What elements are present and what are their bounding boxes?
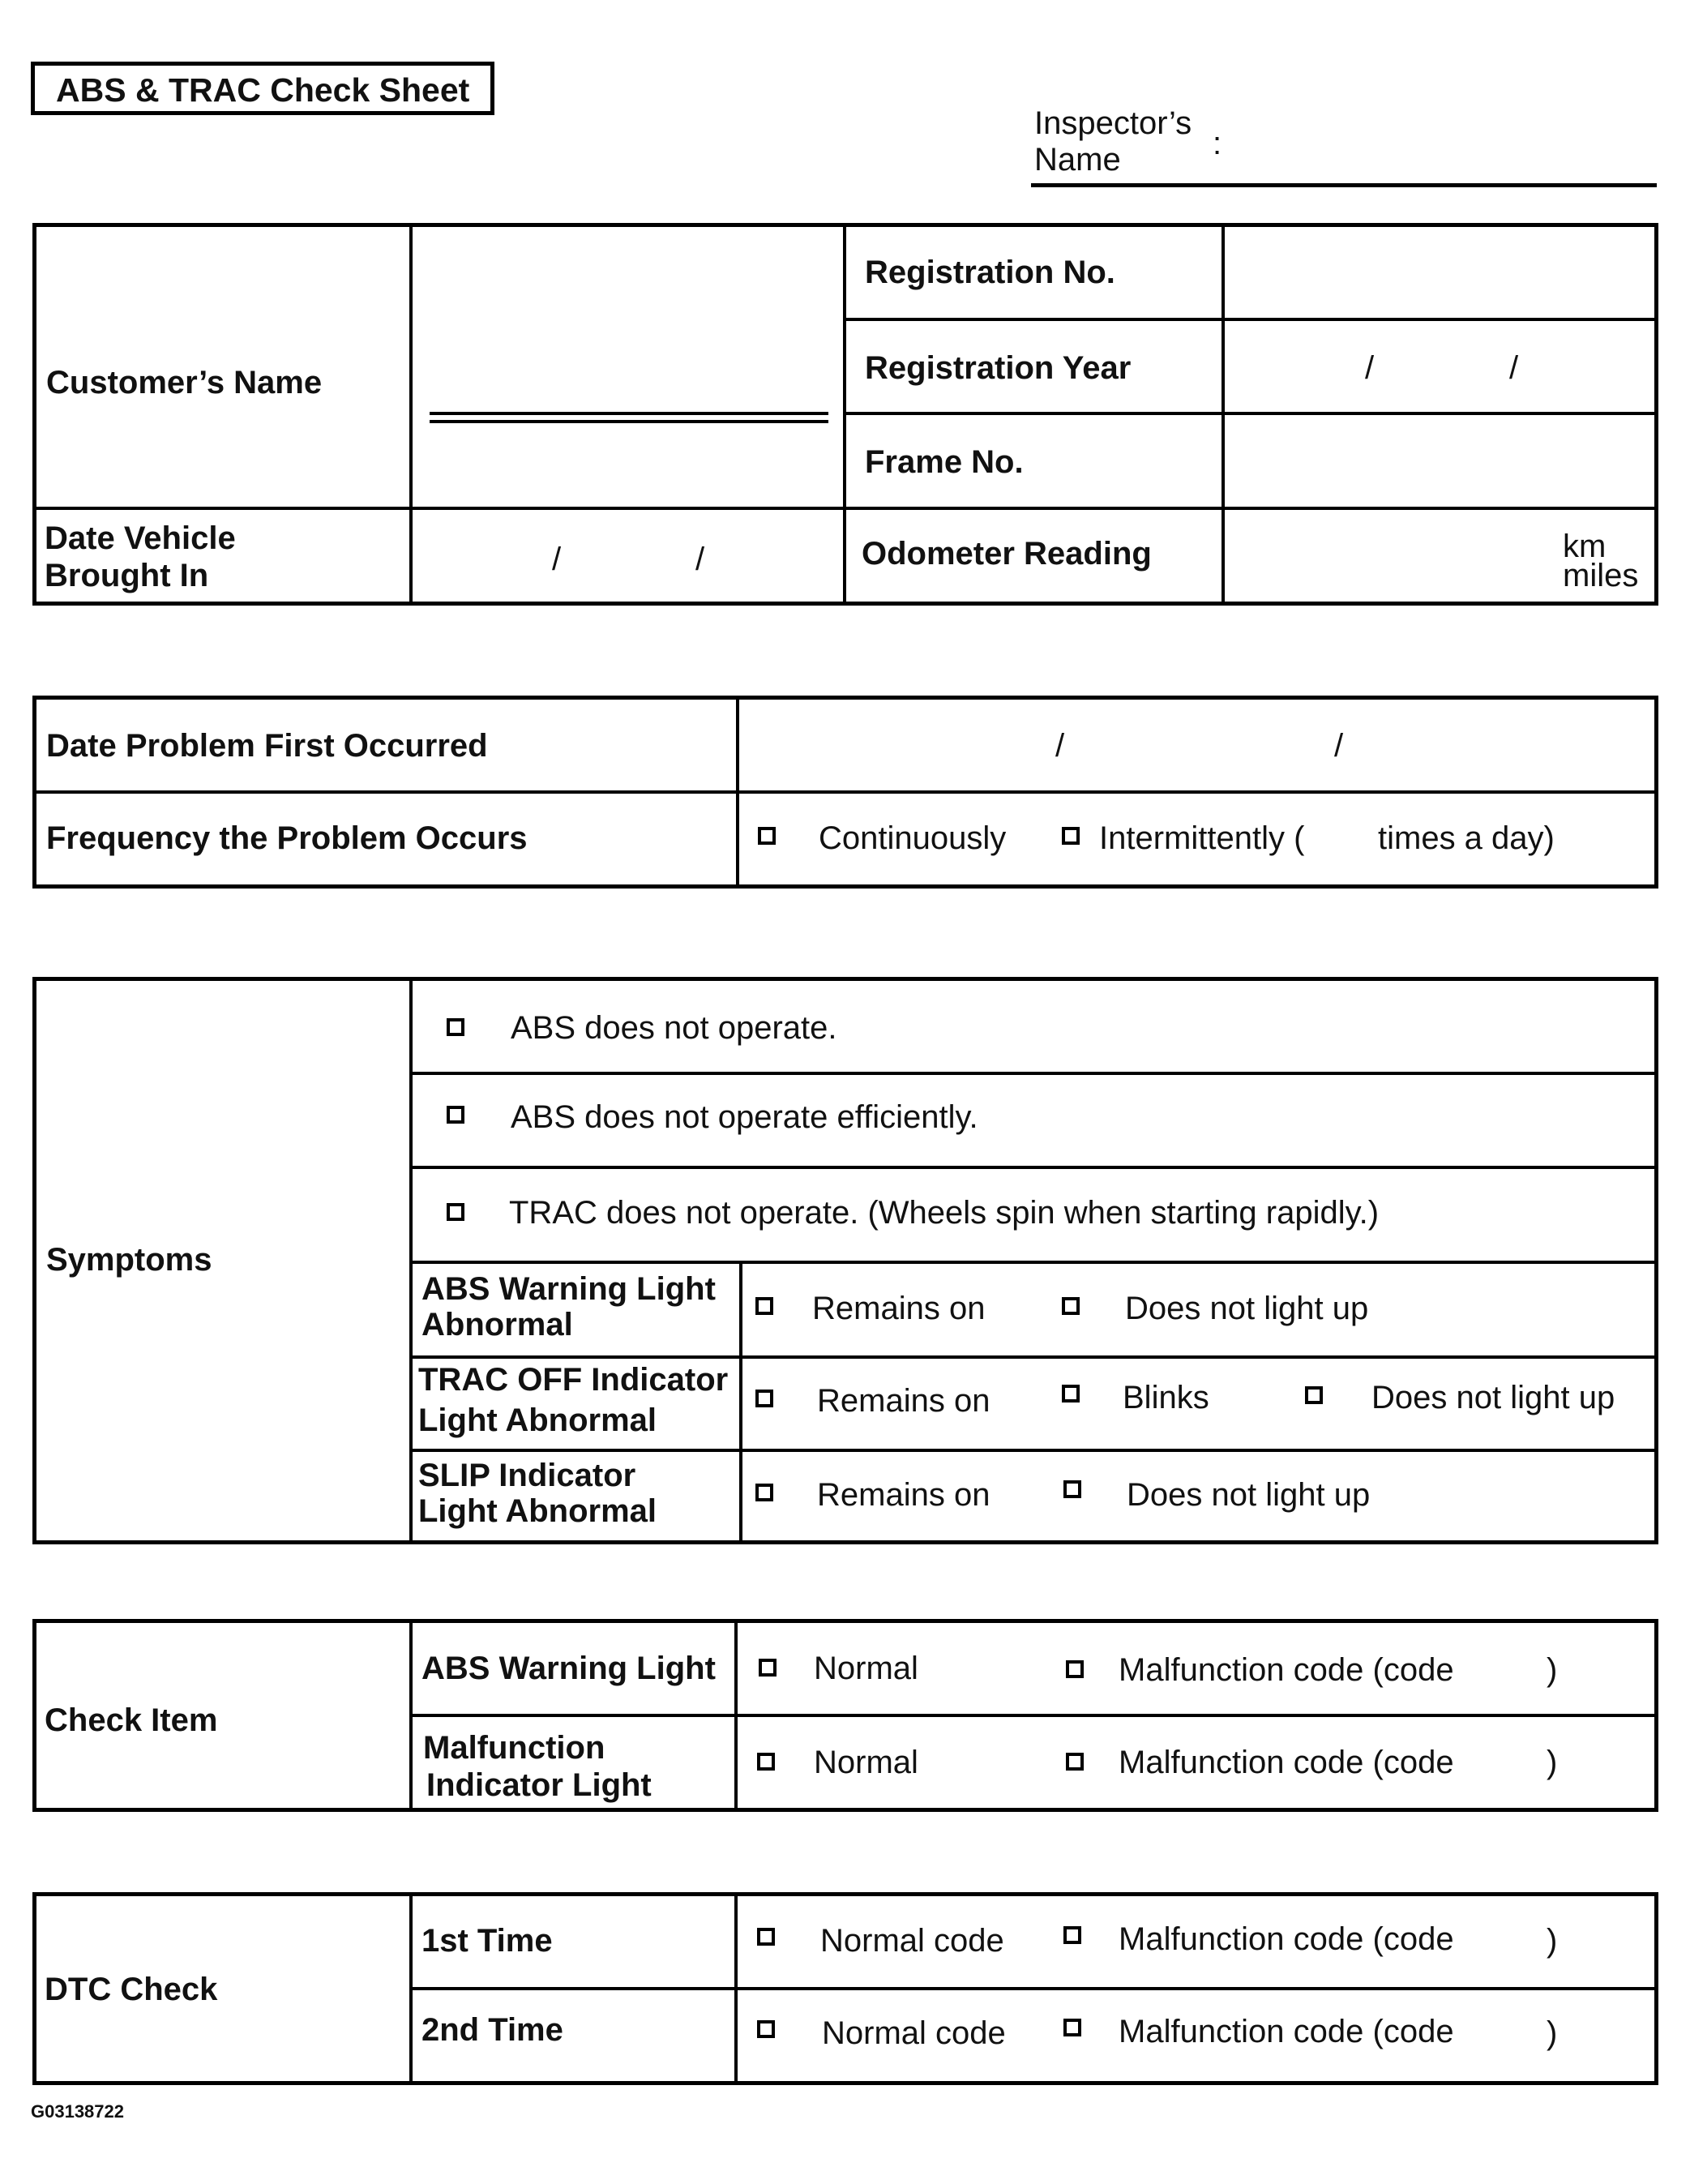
trac-off-remains-on-checkbox[interactable] (755, 1390, 773, 1407)
trac-not-operate-checkbox[interactable] (447, 1203, 464, 1221)
check-item-label: Check Item (45, 1702, 218, 1738)
times-a-day-label: times a day) (1378, 820, 1555, 856)
date-first-separator: / (1055, 728, 1065, 764)
trac-not-operate-label: TRAC does not operate. (Wheels spin when starting rapidly.) (509, 1195, 1380, 1231)
registration-no-field[interactable] (1228, 229, 1653, 315)
slip-remains-on-label: Remains on (817, 1477, 990, 1513)
dtc-first-time-label: 1st Time (421, 1923, 553, 1959)
dtc-first-close-paren: ) (1547, 1923, 1558, 1959)
abs-not-operate-checkbox[interactable] (447, 1018, 464, 1036)
trac-off-no-light-label: Does not light up (1371, 1380, 1615, 1415)
symptoms-label: Symptoms (46, 1242, 212, 1278)
dtc-first-malfunction-label: Malfunction code (code (1119, 1921, 1454, 1957)
date-brought-in-field[interactable] (416, 513, 839, 601)
dtc-check-label: DTC Check (45, 1972, 218, 2007)
check-mil-normal-checkbox[interactable] (757, 1753, 775, 1771)
intermittently-checkbox[interactable] (1062, 827, 1080, 845)
check-abs-malfunction-label: Malfunction code (code (1119, 1652, 1454, 1688)
inspector-colon: : (1213, 126, 1222, 161)
dtc-second-malfunction-label: Malfunction code (code (1119, 2014, 1454, 2049)
abs-not-efficient-checkbox[interactable] (447, 1106, 464, 1124)
divider (843, 318, 1658, 321)
inspector-label-line2: Name (1034, 142, 1121, 178)
continuously-checkbox[interactable] (758, 827, 776, 845)
dtc-second-malfunction-checkbox[interactable] (1063, 2019, 1081, 2036)
customer-name-label: Customer’s Name (46, 365, 323, 400)
slip-abnormal-line2: Light Abnormal (418, 1493, 657, 1529)
check-abs-normal-label: Normal (814, 1651, 918, 1686)
odometer-label: Odometer Reading (862, 536, 1152, 572)
registration-year-separator: / (1365, 350, 1375, 386)
divider (409, 1714, 1658, 1717)
abs-warning-no-light-label: Does not light up (1125, 1291, 1369, 1326)
odometer-unit-km: km (1563, 529, 1607, 564)
figure-id: G03138722 (31, 2101, 124, 2122)
frequency-label: Frequency the Problem Occurs (46, 820, 528, 856)
page-title: ABS & TRAC Check Sheet (56, 71, 470, 109)
customer-name-field-underline (430, 420, 828, 423)
abs-warning-no-light-checkbox[interactable] (1062, 1297, 1080, 1315)
dtc-first-malfunction-checkbox[interactable] (1063, 1926, 1081, 1944)
slip-remains-on-checkbox[interactable] (755, 1484, 773, 1501)
dtc-first-normal-label: Normal code (820, 1923, 1004, 1959)
odometer-unit-miles: miles (1563, 558, 1639, 593)
continuously-label: Continuously (819, 820, 1007, 856)
inspector-name-field[interactable] (1031, 183, 1657, 187)
dtc-first-normal-checkbox[interactable] (757, 1928, 775, 1946)
dtc-second-normal-checkbox[interactable] (757, 2020, 775, 2038)
registration-no-label: Registration No. (865, 255, 1115, 290)
check-abs-close-paren: ) (1547, 1652, 1558, 1688)
abs-not-efficient-label: ABS does not operate efficiently. (511, 1099, 978, 1135)
slip-no-light-label: Does not light up (1127, 1477, 1371, 1513)
check-abs-malfunction-checkbox[interactable] (1066, 1660, 1084, 1678)
intermittently-label: Intermittently ( (1099, 820, 1305, 856)
registration-year-separator: / (1509, 350, 1519, 386)
frame-no-label: Frame No. (865, 444, 1024, 480)
divider (32, 507, 1658, 510)
dtc-second-close-paren: ) (1547, 2015, 1558, 2051)
trac-off-abnormal-line1: TRAC OFF Indicator (418, 1362, 729, 1398)
date-first-separator: / (1334, 728, 1344, 764)
trac-off-abnormal-line2: Light Abnormal (418, 1402, 657, 1438)
divider (409, 1987, 1658, 1990)
check-abs-normal-checkbox[interactable] (759, 1659, 777, 1677)
divider (409, 1261, 1658, 1264)
abs-warning-abnormal-line2: Abnormal (421, 1307, 573, 1343)
divider (843, 412, 1658, 415)
trac-off-no-light-checkbox[interactable] (1305, 1386, 1323, 1404)
divider (409, 1166, 1658, 1169)
date-brought-in-label-line2: Brought In (45, 558, 209, 593)
check-mil-malfunction-label: Malfunction code (code (1119, 1745, 1454, 1780)
date-brought-in-label-line1: Date Vehicle (45, 520, 236, 556)
check-mil-close-paren: ) (1547, 1745, 1558, 1780)
registration-year-field[interactable] (1228, 324, 1653, 409)
trac-off-blinks-checkbox[interactable] (1062, 1385, 1080, 1402)
divider (409, 1449, 1658, 1452)
abs-warning-abnormal-line1: ABS Warning Light (421, 1271, 716, 1307)
check-mil-malfunction-checkbox[interactable] (1066, 1753, 1084, 1771)
check-mil-label-line1: Malfunction (423, 1730, 605, 1766)
trac-off-blinks-label: Blinks (1123, 1380, 1209, 1415)
odometer-field[interactable] (1228, 513, 1552, 601)
title-box (31, 62, 494, 115)
date-brought-separator: / (695, 542, 705, 577)
divider (409, 1355, 1658, 1359)
divider (739, 1261, 742, 1544)
slip-abnormal-line1: SLIP Indicator (418, 1458, 636, 1493)
frame-no-field[interactable] (1228, 418, 1653, 503)
dtc-second-time-label: 2nd Time (421, 2012, 563, 2048)
trac-off-remains-on-label: Remains on (817, 1383, 990, 1419)
divider (409, 1072, 1658, 1075)
date-first-occurred-label: Date Problem First Occurred (46, 728, 488, 764)
check-abs-warning-label: ABS Warning Light (421, 1651, 716, 1686)
check-mil-label-line2: Indicator Light (426, 1767, 652, 1803)
date-brought-separator: / (552, 542, 562, 577)
registration-year-label: Registration Year (865, 350, 1132, 386)
abs-warning-remains-on-checkbox[interactable] (755, 1297, 773, 1315)
slip-no-light-checkbox[interactable] (1063, 1480, 1081, 1498)
inspector-label-line1: Inspector’s (1034, 105, 1192, 141)
dtc-second-normal-label: Normal code (822, 2015, 1006, 2051)
abs-warning-remains-on-label: Remains on (812, 1291, 986, 1326)
date-first-occurred-field[interactable] (742, 702, 1654, 787)
customer-name-field[interactable] (430, 412, 828, 415)
check-mil-normal-label: Normal (814, 1745, 918, 1780)
divider (32, 790, 1658, 794)
divider (409, 223, 413, 606)
abs-not-operate-label: ABS does not operate. (511, 1010, 837, 1046)
